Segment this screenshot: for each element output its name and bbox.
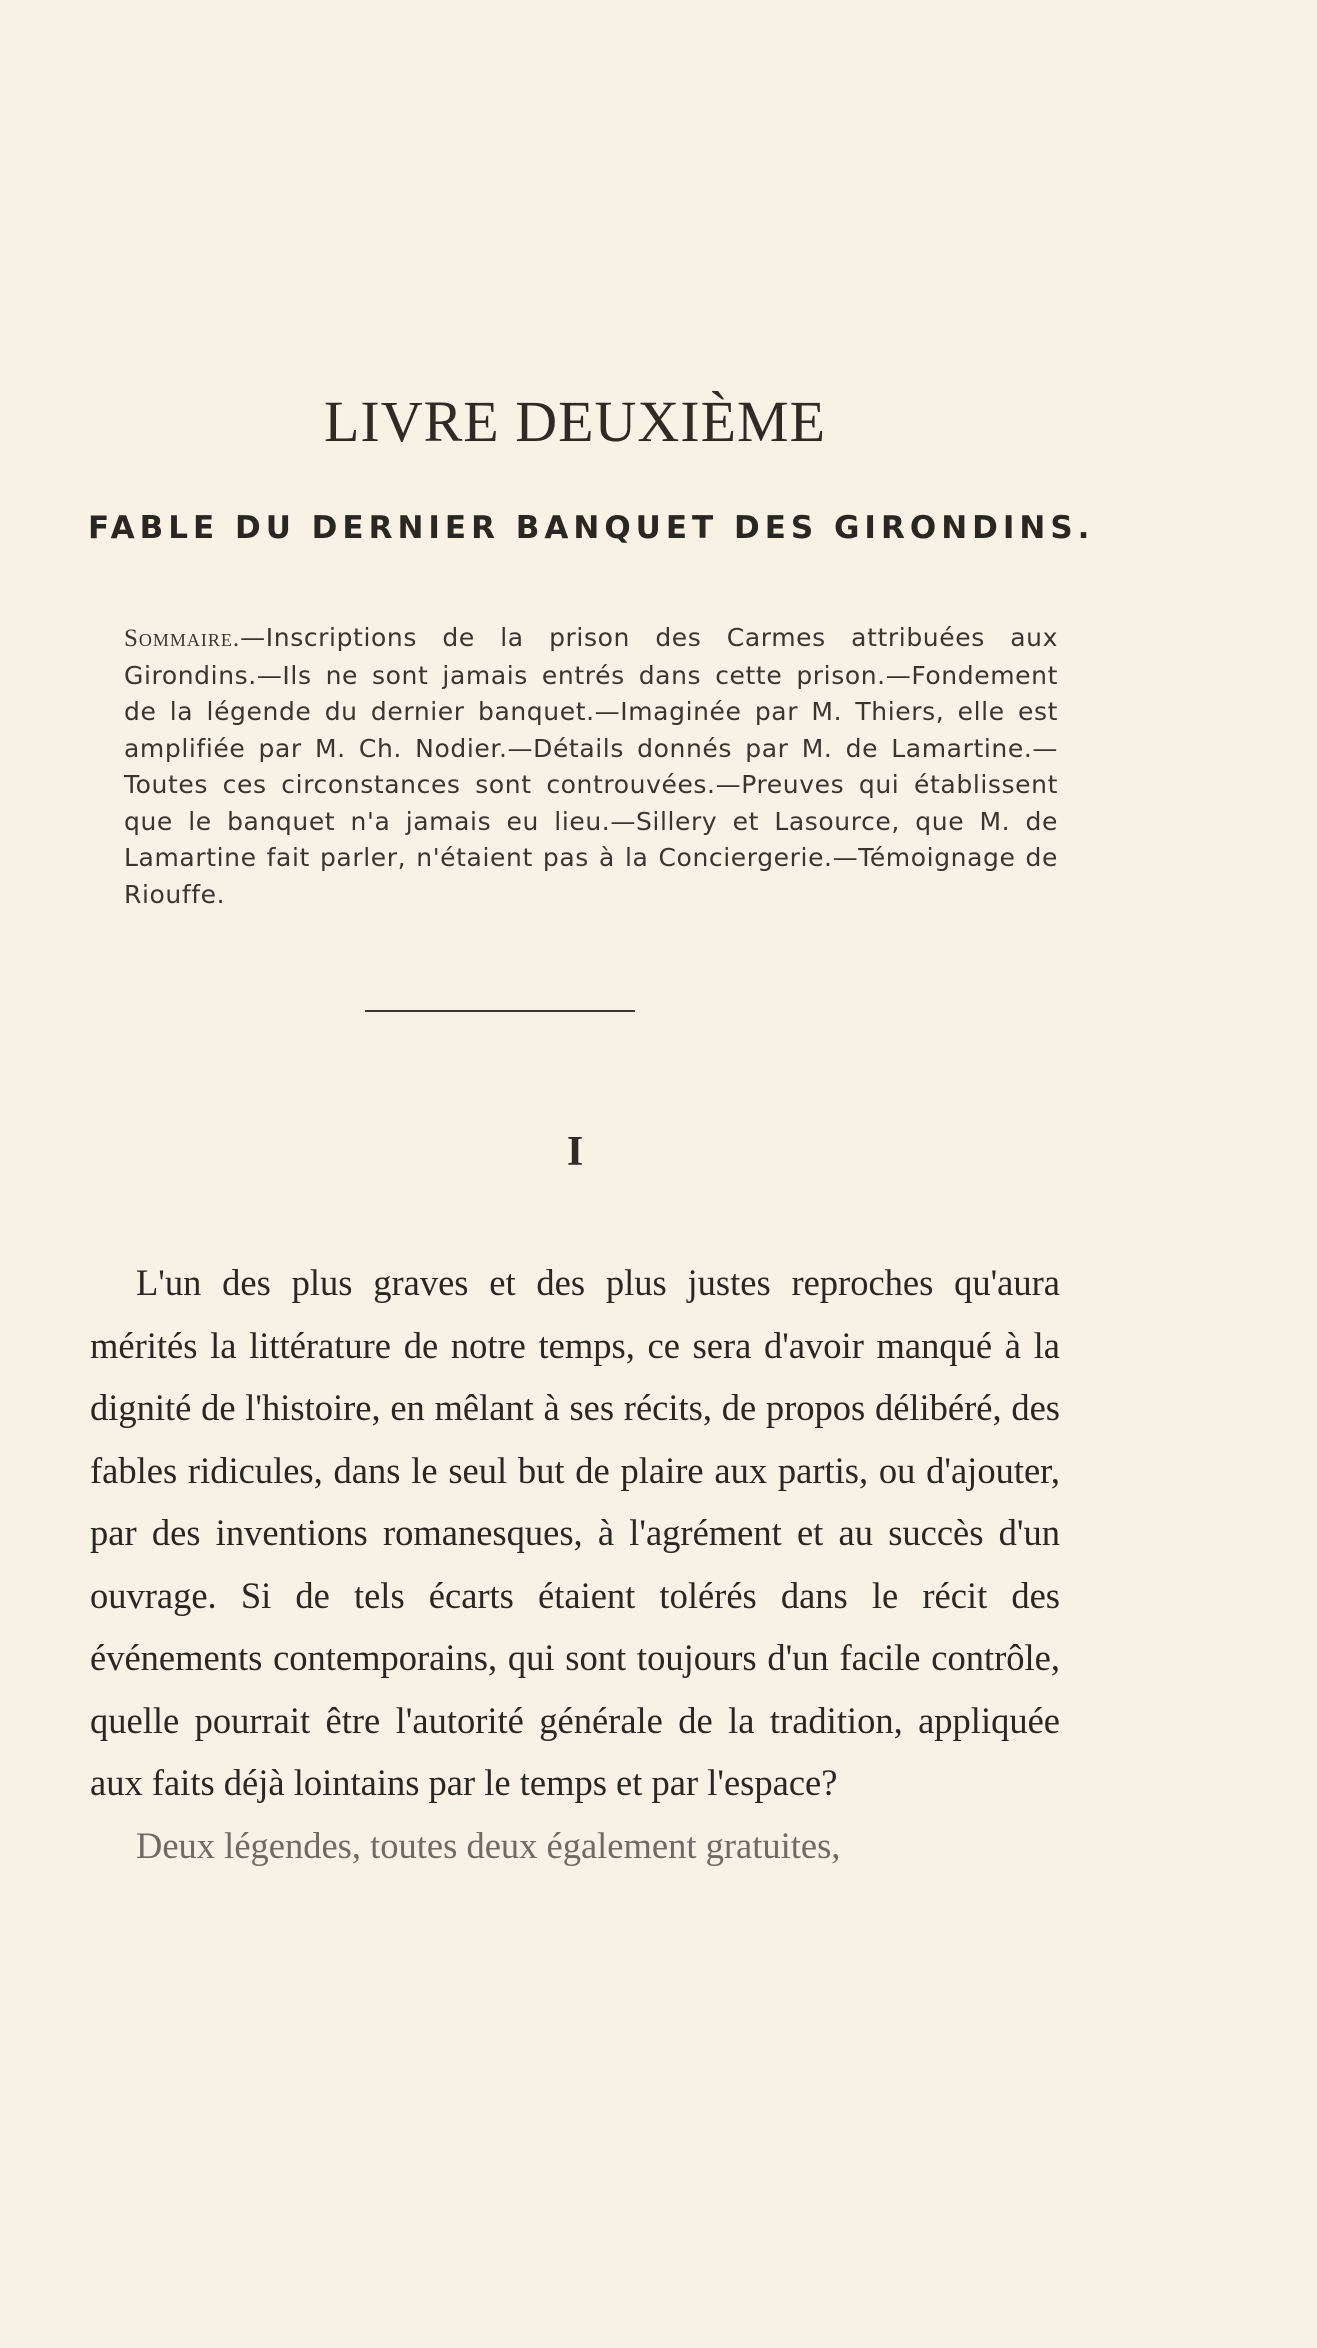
summary-text: —Inscriptions de la prison des Carmes attribuées aux Girondins.—Ils ne sont jamais entrés dans cette prison.—Fondement de la légende du dernier banquet.—Imaginée par M. Thiers, elle est amplifiée par M. Ch. Nodier.—Détails donnés par M. de Lamartine.—Toutes ces circonstances sont controuvées.—Preuves qui établissent que le banquet n'a jamais eu lieu.—Sillery et Lasource, que M. de Lamartine fait parler, n'étaient pas à la Conciergerie.—Témoignage de Riouffe.	[124, 623, 1058, 909]
summary-lead: Sommaire.	[124, 625, 241, 652]
body-text	[90, 1252, 1060, 1877]
body-paragraph-continued: Deux légendes, toutes deux également gratuites,	[136, 1824, 841, 1866]
chapter-summary	[124, 620, 1058, 913]
chapter-title: FABLE DU DERNIER BANQUET DES GIRONDINS.	[88, 510, 1095, 546]
section-divider	[365, 1010, 635, 1012]
book-title: LIVRE DEUXIÈME	[323, 389, 827, 454]
body-paragraph: L'un des plus graves et des plus justes reproches qu'aura mérités la littérature de notre temps, ce sera d'avoir manqué à la dignité de l'histoire, en mêlant à ses récits, de propos délibéré, des fables ridicules, dans le seul but de plaire aux partis, ou d'ajouter, par des inventions romanesques, à l'agrément et au succès d'un ouvrage. Si de tels écarts étaient tolérés dans le récit des événements contemporains, qui sont toujours d'un facile contrôle, quelle pourrait être l'autorité générale de la tradition, appliquée aux faits déjà lointains par le temps et par l'espace?	[90, 1262, 1060, 1803]
section-number: I	[566, 1129, 584, 1175]
